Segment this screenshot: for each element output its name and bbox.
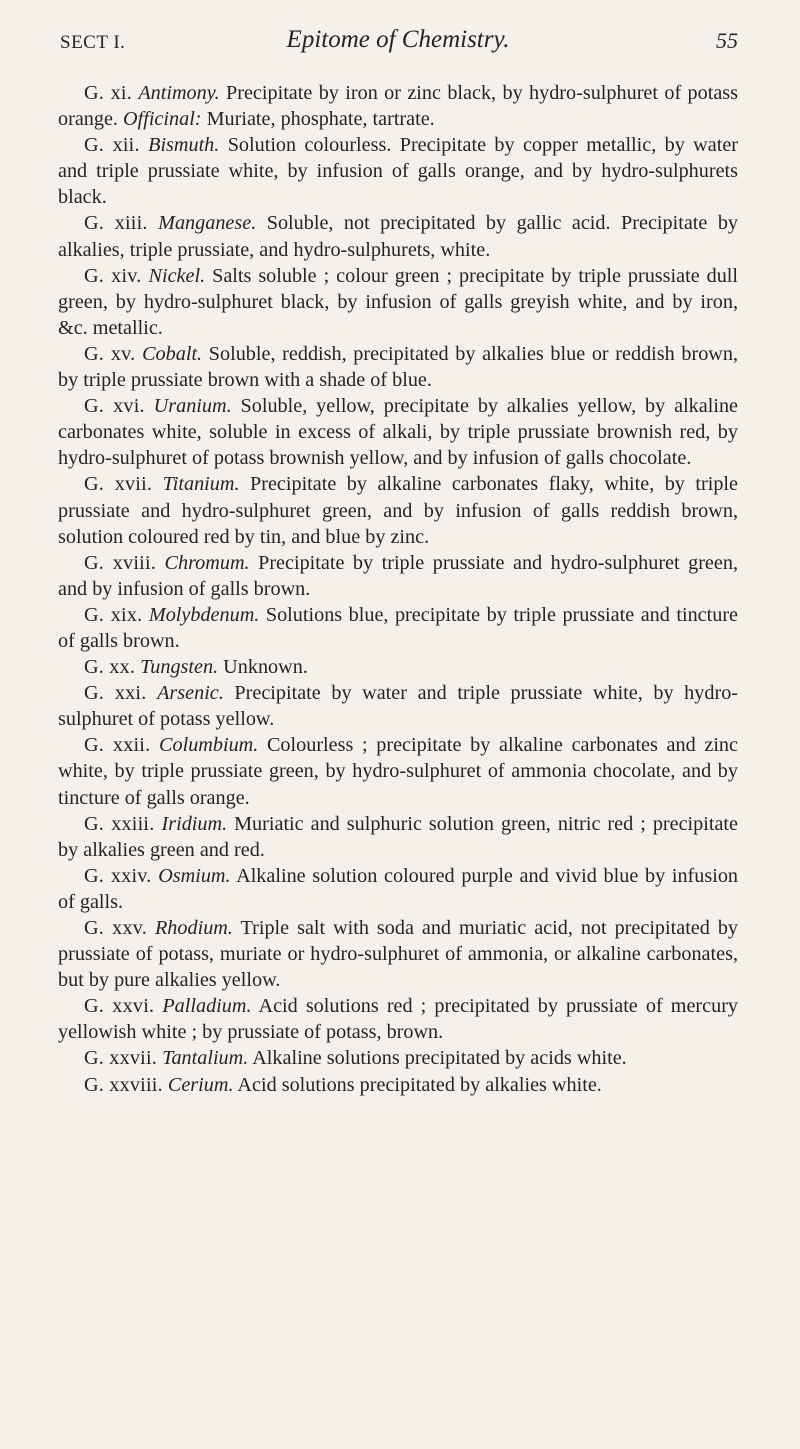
entry-cobalt xyxy=(58,341,738,393)
entry-text: Muriatic and sulphuric solution green, nitric red ; precipitate by alkalies green and red. xyxy=(58,812,738,861)
entry-text: Precipitate by triple prussiate and hydro-sulphuret green, and by infusion of galls brown. xyxy=(58,551,738,600)
entry-group: G. xv. xyxy=(84,342,136,365)
entry-name: Osmium. xyxy=(158,864,231,887)
entry-name: Iridium. xyxy=(161,812,228,835)
entry-name: Uranium. xyxy=(153,395,232,418)
entry-name: Bismuth. xyxy=(148,134,220,157)
entry-text: Precipitate by water and triple prussiate white, by hydro-sulphuret of potass yellow. xyxy=(58,682,739,731)
entry-label: Officinal: xyxy=(123,108,202,131)
entry-name: Antimony. xyxy=(138,82,220,104)
entry-text: Soluble, yellow, precipitate by alkalies yellow, by alkaline carbonates white, soluble in excess of alkali, by triple prussiate brownish red, by hydro-sulphuret of potass brownish yellow, and by infusion of galls chocolate. xyxy=(58,395,739,470)
entry-text: Salts soluble ; colour green ; precipitate by triple prussiate dull green, by hydro-sulphuret black, by infusion of galls greyish white, and by iron, &c. metallic. xyxy=(58,264,739,339)
entry-cerium xyxy=(58,1072,738,1098)
entry-palladium xyxy=(58,993,738,1045)
entry-group: G. xi. xyxy=(84,82,132,104)
running-head xyxy=(58,22,738,58)
entry-group: G. xxiii. xyxy=(84,812,155,835)
entry-text: Triple salt with soda and muriatic acid, not precipitated by prussiate of potass, muriate or hydro-sulphuret of ammonia, or alkaline carbonates, but by pure alkalies yellow. xyxy=(58,917,739,992)
entry-extra: Muriate, phosphate, tartrate. xyxy=(206,108,435,131)
entry-name: Chromum. xyxy=(164,551,250,574)
entry-group: G. xvii. xyxy=(84,473,153,496)
entry-antimony xyxy=(58,80,738,132)
entry-name: Molybdenum. xyxy=(148,603,260,626)
entry-uranium xyxy=(58,393,738,471)
entry-group: G. xxiv. xyxy=(84,864,152,887)
entry-text: Soluble, not precipitated by gallic acid. Precipitate by alkalies, triple prussiate, and hydro-sulphurets, white. xyxy=(58,212,739,261)
entry-text: Precipitate by alkaline carbonates flaky, white, by triple prussiate and hydro-sulphuret green, and by infusion of galls reddish brown, solution coloured red by tin, and blue by zinc. xyxy=(58,473,738,548)
entry-molybdenum xyxy=(58,602,738,654)
entry-group: G. xviii. xyxy=(84,551,156,574)
page-title: Epitome of Chemistry. xyxy=(286,26,510,53)
entry-name: Tantalium. xyxy=(162,1047,249,1070)
entry-list xyxy=(58,80,738,1098)
entry-text: Soluble, reddish, precipitated by alkalies blue or reddish brown, by triple prussiate brown with a shade of blue. xyxy=(58,342,739,392)
entry-columbium xyxy=(58,732,738,810)
page-number: 55 xyxy=(716,28,738,53)
entry-group: G. xxii. xyxy=(84,734,151,757)
entry-name: Nickel. xyxy=(148,264,206,287)
entry-name: Cobalt. xyxy=(142,342,203,365)
entry-text: Acid solutions precipitated by alkalies white. xyxy=(237,1073,602,1096)
entry-text: Unknown. xyxy=(223,656,308,679)
entry-group: G. xxv. xyxy=(84,917,147,939)
entry-name: Rhodium. xyxy=(154,917,233,939)
entry-titanium xyxy=(58,471,738,549)
entry-group: G. xxi. xyxy=(84,682,147,705)
entry-text: Alkaline solution coloured purple and vivid blue by infusion of galls. xyxy=(58,864,739,913)
entry-group: G. xix. xyxy=(84,603,143,626)
entry-name: Titanium. xyxy=(162,473,240,496)
entry-nickel xyxy=(58,263,738,341)
entry-name: Palladium. xyxy=(162,995,252,1018)
entry-name: Cerium. xyxy=(167,1073,234,1096)
entry-osmium xyxy=(58,863,738,915)
entry-name: Tungsten. xyxy=(140,656,219,679)
entry-name: Manganese. xyxy=(158,212,257,235)
entry-group: G. xvi. xyxy=(84,395,145,418)
entry-chromum xyxy=(58,550,738,602)
entry-arsenic xyxy=(58,680,738,732)
entry-tungsten xyxy=(58,654,738,680)
entry-rhodium xyxy=(58,915,738,993)
entry-text: Precipitate by iron or zinc black, by hydro-sulphuret of potass orange. xyxy=(58,82,739,131)
entry-group: G. xxviii. xyxy=(84,1073,163,1096)
entry-text: Solution colourless. Precipitate by copper metallic, by water and triple prussiate white, by infusion of galls orange, and by hydro-sulphurets black. xyxy=(58,134,739,209)
entry-bismuth xyxy=(58,132,738,210)
entry-name: Columbium. xyxy=(159,734,259,757)
entry-iridium xyxy=(58,811,738,863)
entry-group: G. xxvii. xyxy=(84,1047,158,1070)
section-label: SECT I. xyxy=(60,32,126,53)
entry-manganese xyxy=(58,210,738,262)
entry-text: Alkaline solutions precipitated by acids white. xyxy=(252,1047,627,1070)
entry-text: Solutions blue, precipitate by triple prussiate and tincture of galls brown. xyxy=(58,603,739,652)
entry-group: G. xii. xyxy=(84,134,140,157)
entry-text: Colourless ; precipitate by alkaline carbonates and zinc white, by triple prussiate green, by hydro-sulphuret of ammonia chocolate, and by tincture of galls orange. xyxy=(58,734,738,809)
entry-group: G. xxvi. xyxy=(84,995,155,1018)
entry-group: G. xiii. xyxy=(84,212,148,235)
entry-group: G. xx. xyxy=(84,656,136,679)
entry-text: Acid solutions red ; precipitated by prussiate of mercury yellowish white ; by prussiate of potass, brown. xyxy=(58,995,739,1044)
entry-tantalium xyxy=(58,1045,738,1071)
entry-name: Arsenic. xyxy=(157,682,224,705)
entry-group: G. xiv. xyxy=(84,264,142,287)
